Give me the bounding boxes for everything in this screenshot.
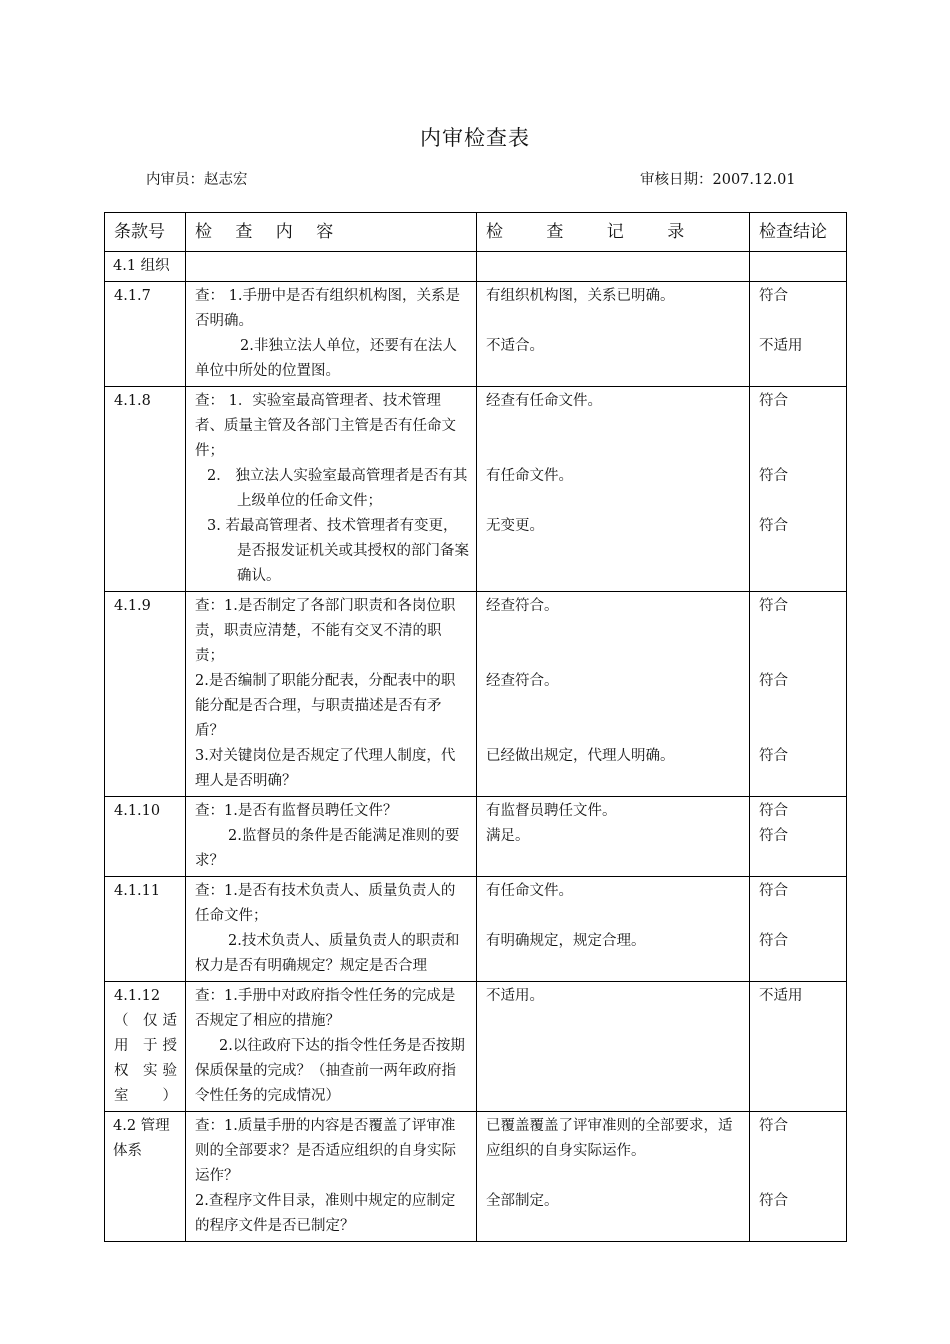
- audit-checklist-table: [104, 212, 847, 1242]
- conclusion-cell: [750, 387, 847, 592]
- clause-note: （ 仅适 用 于授 权 实验室）: [114, 1013, 178, 1104]
- content-item: 查： 1．实验室最高管理者、技术管理者、质量主管及各部门主管是否有任命文件；: [195, 393, 456, 459]
- conclusion-item: 符合: [759, 288, 788, 304]
- table-row: [105, 592, 847, 797]
- content-item: 3.对关键岗位是否规定了代理人制度，代理人是否明确？: [195, 748, 456, 789]
- section-row: [105, 252, 847, 282]
- conclusion-item: 符合: [759, 598, 788, 614]
- record-item: 不适合。: [486, 338, 544, 354]
- record-item: 不适用。: [486, 988, 544, 1004]
- content-cell: [186, 282, 477, 387]
- conclusion-item: 符合: [759, 468, 788, 484]
- content-item: 2.监督员的条件是否能满足准则的要求？: [195, 828, 460, 869]
- conclusion-item: 不适用: [759, 988, 803, 1004]
- record-cell: [477, 982, 750, 1112]
- record-cell: [477, 877, 750, 982]
- record-item: 已覆盖覆盖了评审准则的全部要求，适应组织的自身实际运作。: [486, 1118, 733, 1159]
- record-item: 有任命文件。: [486, 468, 573, 484]
- content-item: 查：1.质量手册的内容是否覆盖了评审准则的全部要求？是否适应组织的自身实际运作？: [195, 1118, 456, 1184]
- header-content: 检 查 内 容: [186, 213, 477, 252]
- content-cell: [186, 982, 477, 1112]
- conclusion-item: 符合: [759, 673, 788, 689]
- conclusion-item: 符合: [759, 518, 788, 534]
- record-item: 满足。: [486, 828, 530, 844]
- table-row: [105, 797, 847, 877]
- content-item: 查： 1.手册中是否有组织机构图，关系是否明确。: [195, 288, 460, 329]
- conclusion-item: 符合: [759, 393, 788, 409]
- content-item: 查：1.是否有监督员聘任文件？: [195, 803, 398, 819]
- content-item: 2.技术负责人、质量负责人的职责和权力是否有明确规定？规定是否合理: [195, 933, 460, 974]
- record-item: 经查有任命文件。: [486, 393, 602, 409]
- content-cell: [186, 877, 477, 982]
- conclusion-item: 符合: [759, 828, 788, 844]
- clause-cell: 4.1.11: [105, 877, 186, 982]
- conclusion-item: 符合: [759, 883, 788, 899]
- record-cell: [477, 387, 750, 592]
- header-record: 检 查 记 录: [477, 213, 750, 252]
- record-item: 已经做出规定，代理人明确。: [486, 748, 675, 764]
- content-item: 2.以往政府下达的指令性任务是否按期保质保量的完成？（抽查前一两年政府指令性任务的完成情况）: [195, 1038, 465, 1104]
- section-label: 4.1 组织: [105, 252, 186, 282]
- table-row: [105, 982, 847, 1112]
- record-item: 经查符合。: [486, 598, 559, 614]
- conclusion-item: 符合: [759, 1193, 788, 1209]
- clause-cell: 4.1.7: [105, 282, 186, 387]
- header-clause: 条款号: [105, 213, 186, 252]
- clause-cell: 4.1.9: [105, 592, 186, 797]
- record-cell: [477, 282, 750, 387]
- table-row: [105, 282, 847, 387]
- content-cell: [186, 592, 477, 797]
- conclusion-item: 符合: [759, 748, 788, 764]
- table-row: [105, 877, 847, 982]
- conclusion-cell: [750, 282, 847, 387]
- conclusion-cell: [750, 1112, 847, 1242]
- content-cell: [186, 1112, 477, 1242]
- clause-cell: 4.1.8: [105, 387, 186, 592]
- conclusion-item: 符合: [759, 1118, 788, 1134]
- record-cell: [477, 797, 750, 877]
- clause-cell: [105, 982, 186, 1112]
- record-item: 全部制定。: [486, 1193, 559, 1209]
- content-cell: [186, 387, 477, 592]
- table-row: [105, 387, 847, 592]
- conclusion-cell: [750, 592, 847, 797]
- content-item: 查：1.是否制定了各部门职责和各岗位职责，职责应清楚，不能有交叉不清的职责；: [195, 598, 456, 664]
- content-item: 3. 若最高管理者、技术管理者有变更，是否报发证机关或其授权的部门备案确认。: [207, 518, 469, 584]
- table-header-row: [105, 213, 847, 252]
- header-conclusion: 检查结论: [750, 213, 847, 252]
- record-cell: [477, 592, 750, 797]
- clause-cell: 4.2 管理体系: [105, 1112, 186, 1242]
- clause-cell: 4.1.10: [105, 797, 186, 877]
- conclusion-item: 不适用: [759, 338, 803, 354]
- record-item: 有组织机构图，关系已明确。: [486, 288, 675, 304]
- table-row: [105, 1112, 847, 1242]
- record-item: 有监督员聘任文件。: [486, 803, 617, 819]
- conclusion-cell: [750, 877, 847, 982]
- conclusion-item: 符合: [759, 803, 788, 819]
- content-item: 2.非独立法人单位，还要有在法人单位中所处的位置图。: [195, 338, 457, 379]
- record-cell: [477, 1112, 750, 1242]
- clause-number: 4.1.12: [114, 988, 161, 1004]
- auditor-label: 内审员：赵志宏: [146, 172, 248, 188]
- content-item: 2． 独立法人实验室最高管理者是否有其上级单位的任命文件；: [207, 468, 468, 509]
- conclusion-cell: [750, 797, 847, 877]
- content-item: 2.是否编制了职能分配表，分配表中的职能分配是否合理，与职责描述是否有矛盾？: [195, 673, 456, 739]
- content-item: 2.查程序文件目录，准则中规定的应制定的程序文件是否已制定？: [195, 1193, 456, 1234]
- content-cell: [186, 797, 477, 877]
- content-item: 查：1.是否有技术负责人、质量负责人的任命文件；: [195, 883, 456, 924]
- record-item: 有明确规定，规定合理。: [486, 933, 646, 949]
- content-item: 查：1.手册中对政府指令性任务的完成是否规定了相应的措施？: [195, 988, 456, 1029]
- conclusion-cell: [750, 982, 847, 1112]
- record-item: 有任命文件。: [486, 883, 573, 899]
- record-item: 经查符合。: [486, 673, 559, 689]
- conclusion-item: 符合: [759, 933, 788, 949]
- record-item: 无变更。: [486, 518, 544, 534]
- page-title: 内审检查表: [420, 126, 530, 150]
- audit-date-label: 审核日期：2007.12.01: [640, 172, 796, 188]
